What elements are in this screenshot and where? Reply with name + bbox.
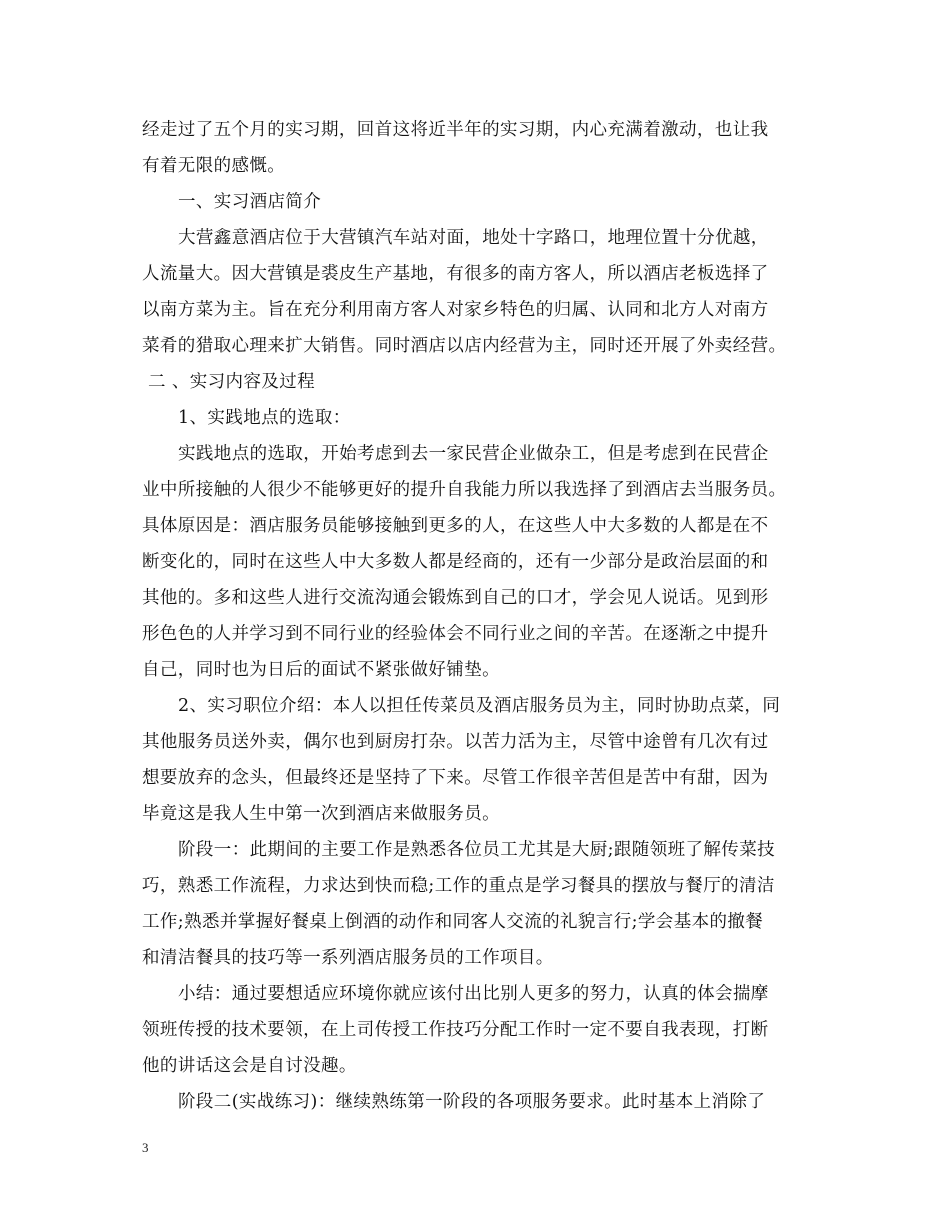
text-line: 有着无限的感慨。: [142, 156, 286, 176]
text-line: 形色色的人并学习到不同行业的经验体会不同行业之间的辛苦。在逐渐之中提升: [142, 624, 769, 644]
text-line: 人流量大。因大营镇是裘皮生产基地，有很多的南方客人，所以酒店老板选择了: [142, 264, 769, 284]
text-line: 和清洁餐具的技巧等一系列酒店服务员的工作项目。: [142, 948, 554, 968]
paragraph-start: 小结：通过要想适应环境你就应该付出比别人更多的努力，认真的体会揣摩: [178, 984, 769, 1004]
paragraph-start: 阶段二(实战练习)：继续熟练第一阶段的各项服务要求。此时基本上消除了: [178, 1092, 766, 1112]
text-line: 业中所接触的人很少不能够更好的提升自我能力所以我选择了到酒店去当服务员。: [142, 480, 787, 500]
text-line: 工作;熟悉并掌握好餐桌上倒酒的动作和同客人交流的礼貌言行;学会基本的撤餐: [142, 912, 764, 932]
paragraph-start: 阶段一：此期间的主要工作是熟悉各位员工尤其是大厨;跟随领班了解传菜技: [178, 840, 775, 860]
text-line: 其他的。多和这些人进行交流沟通会锻炼到自己的口才，学会见人说话。见到形: [142, 588, 769, 608]
text-line: 他的讲话这会是自讨没趣。: [142, 1056, 357, 1076]
page-number: 3: [142, 1140, 149, 1155]
text-line: 经走过了五个月的实习期，回首这将近半年的实习期，内心充满着激动，也让我: [142, 120, 769, 140]
paragraph-start: 2、实习职位介绍：本人以担任传菜员及酒店服务员为主，同时协助点菜，同: [178, 696, 781, 716]
subsection-heading: 1、实践地点的选取：: [178, 408, 351, 428]
paragraph-start: 大营鑫意酒店位于大营镇汽车站对面，地处十字路口，地理位置十分优越，: [178, 228, 769, 248]
text-line: 以南方菜为主。旨在充分利用南方客人对家乡特色的归属、认同和北方人对南方: [142, 300, 769, 320]
section-heading: 二 、实习内容及过程: [148, 372, 316, 392]
text-line: 其他服务员送外卖，偶尔也到厨房打杂。以苦力活为主，尽管中途曾有几次有过: [142, 732, 769, 752]
text-line: 具体原因是：酒店服务员能够接触到更多的人，在这些人中大多数的人都是在不: [142, 516, 769, 536]
section-heading: 一、实习酒店简介: [178, 192, 322, 212]
text-line: 巧，熟悉工作流程，力求达到快而稳;工作的重点是学习餐具的摆放与餐厅的清洁: [142, 876, 775, 896]
text-line: 菜肴的猎取心理来扩大销售。同时酒店以店内经营为主，同时还开展了外卖经营。: [142, 336, 787, 356]
text-line: 毕竟这是我人生中第一次到酒店来做服务员。: [142, 804, 500, 824]
text-line: 领班传授的技术要领，在上司传授工作技巧分配工作时一定不要自我表现，打断: [142, 1020, 769, 1040]
text-line: 自己，同时也为日后的面试不紧张做好铺垫。: [142, 660, 500, 680]
paragraph-start: 实践地点的选取，开始考虑到去一家民营企业做杂工，但是考虑到在民营企: [178, 444, 769, 464]
text-line: 断变化的，同时在这些人中大多数人都是经商的，还有一少部分是政治层面的和: [142, 552, 769, 572]
text-line: 想要放弃的念头，但最终还是坚持了下来。尽管工作很辛苦但是苦中有甜，因为: [142, 768, 769, 788]
document-body: [142, 112, 822, 1120]
